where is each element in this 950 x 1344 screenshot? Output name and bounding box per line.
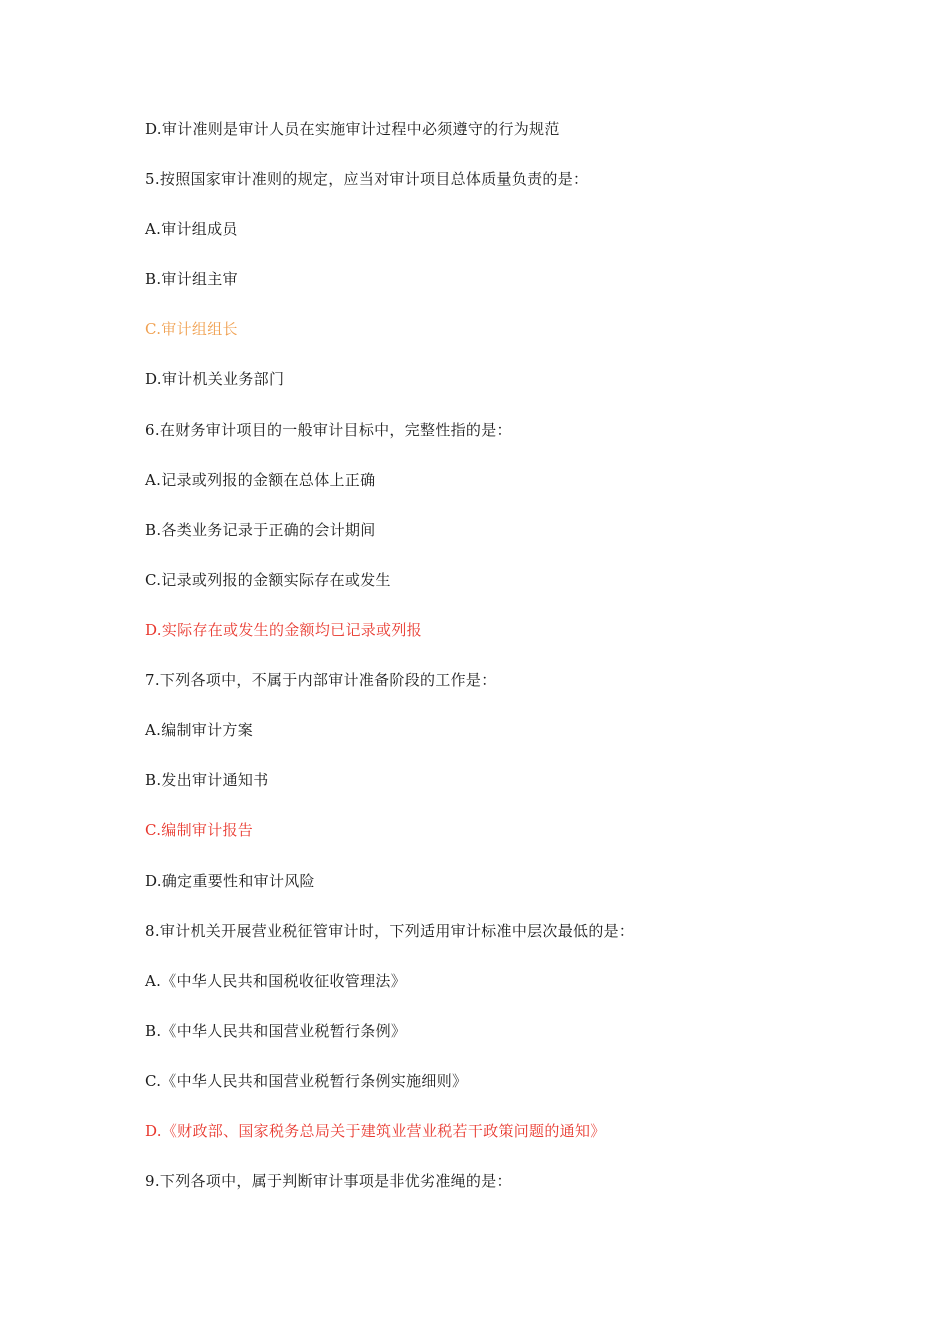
- q5-option-d: D.审计机关业务部门: [145, 370, 285, 388]
- q6-option-b: B.各类业务记录于正确的会计期间: [145, 521, 376, 539]
- q6-question: 6.在财务审计项目的一般审计目标中，完整性指的是：: [145, 421, 512, 439]
- q5-question: 5.按照国家审计准则的规定，应当对审计项目总体质量负责的是：: [145, 170, 589, 188]
- q5-option-c-answer: C.审计组组长: [145, 320, 238, 338]
- q4-option-d: D.审计准则是审计人员在实施审计过程中必须遵守的行为规范: [145, 120, 560, 138]
- q7-option-c-answer: C.编制审计报告: [145, 821, 254, 839]
- q7-option-b: B.发出审计通知书: [145, 771, 269, 789]
- q5-option-a: A.审计组成员: [145, 220, 238, 238]
- q8-option-a: A.《中华人民共和国税收征收管理法》: [145, 972, 407, 990]
- q9-question: 9.下列各项中，属于判断审计事项是非优劣准绳的是：: [145, 1172, 512, 1190]
- q8-option-c: C.《中华人民共和国营业税暂行条例实施细则》: [145, 1072, 468, 1090]
- q5-option-b: B.审计组主审: [145, 270, 238, 288]
- q6-option-c: C.记录或列报的金额实际存在或发生: [145, 571, 391, 589]
- q6-option-a: A.记录或列报的金额在总体上正确: [145, 471, 376, 489]
- q7-option-d: D.确定重要性和审计风险: [145, 872, 315, 890]
- q6-option-d-answer: D.实际存在或发生的金额均已记录或列报: [145, 621, 422, 639]
- q8-option-d-answer: D.《财政部、国家税务总局关于建筑业营业税若干政策问题的通知》: [145, 1122, 606, 1140]
- q7-option-a: A.编制审计方案: [145, 721, 254, 739]
- q7-question: 7.下列各项中，不属于内部审计准备阶段的工作是：: [145, 671, 497, 689]
- q8-question: 8.审计机关开展营业税征管审计时，下列适用审计标准中层次最低的是：: [145, 922, 635, 940]
- q8-option-b: B.《中华人民共和国营业税暂行条例》: [145, 1022, 407, 1040]
